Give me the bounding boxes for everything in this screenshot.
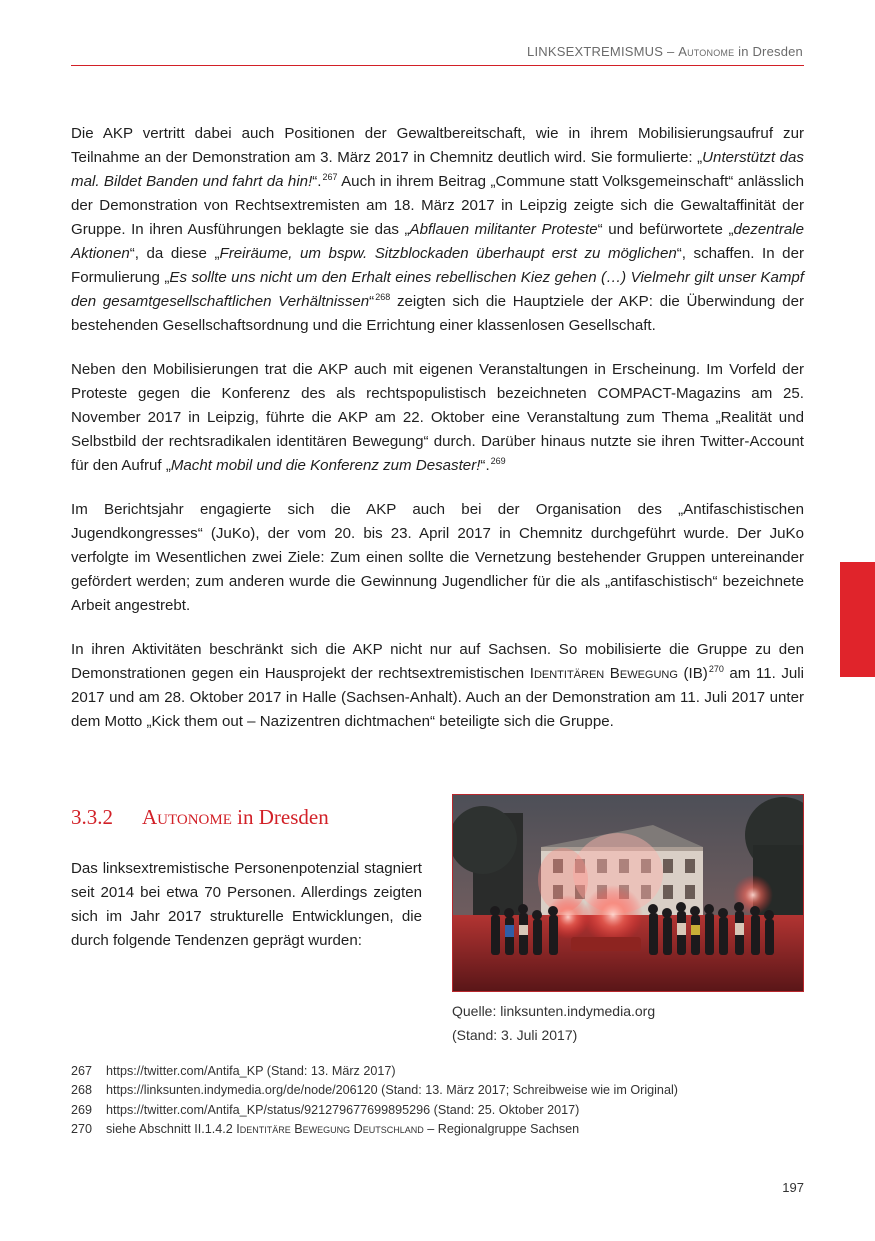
footnote [71, 1062, 678, 1081]
footnote-number: 269 [71, 1102, 93, 1117]
quote: dezentrale Aktionen [71, 221, 804, 262]
paragraph-4: In ihren Aktivitäten beschränkt sich die AKP nicht nur auf Sachsen. So mobilisierte die Gruppe zu den Demonstrationen gegen ein Hausprojekt der rechtsextremistischen Identitären Bewegung (IB)$^{270}$ am 11. Juli 2017 und am 28. Oktober 2017 in Halle (Sachsen-Anhalt). Auch an der Demonstration am 11. Juli 2017 unter dem Motto „Kick them out – Nazizentren dichtmachen“ beteiligte sich die Gruppe. [71, 641, 805, 730]
caption-source: Quelle: linksunten.indymedia.org [452, 1003, 656, 1019]
footnote-ref[interactable]: 269 [490, 456, 506, 466]
quote: Abflauen militanter Proteste [409, 221, 598, 238]
paragraph-1: Die AKP vertritt dabei auch Positionen der Gewaltbereitschaft, wie in ihrem Mobilisierungsaufruf zur Teilnahme an der Demonstration am 3. März 2017 in Chemnitz deutlich wird. Sie formulierte: „Unterstützt das mal. Bildet Banden und fahrt da hin!“.$^{267}$ Auch in ihrem Beitrag „Commune statt Volksgemeinschaft“ anlässlich der Demonstration von Rechtsextremisten am 18. März 2017 in Leipzig zeigte sich die Gewaltaffinität der Gruppe. In ihren Ausführungen beklagte sie das „Abflauen militanter Proteste“ und befürwortete „dezentrale Aktionen“, da diese „Freiräume, um bspw. Sitzblockaden überhaupt erst zu möglichen“, schaffen. In der Formulierung „Es sollte uns nicht um den Erhalt eines rebellischen Kiez gehen (…) Vielmehr gilt unser Kampf den gesamtgesellschaftlichen Verhältnissen“$^{268}$ zeigten sich die Hauptziele der AKP: die Überwindung der bestehenden Gesellschaftsordnung und die Errichtung einer klassenlosen Gesellschaft. [71, 125, 804, 334]
footnote-link[interactable]: https://linksunten.indymedia.org/de/node/206120 (Stand: 13. März 2017; Schreibweise wie im Original) [106, 1083, 678, 1098]
section-title-rest: in Dresden [231, 805, 329, 829]
caption-date: (Stand: 3. Juli 2017) [452, 1027, 578, 1043]
footnote-text-rest: – Regionalgruppe Sachsen [423, 1122, 580, 1137]
section-number: 3.3.2 [71, 805, 113, 829]
page-number: 197 [782, 1180, 804, 1195]
footnote-number: 270 [71, 1122, 93, 1137]
header-sub-rest: in Dresden [734, 44, 803, 59]
footnote [71, 1120, 678, 1139]
footnote-link[interactable]: https://twitter.com/Antifa_KP (Stand: 13. März 2017) [106, 1064, 396, 1078]
section-heading [71, 805, 329, 830]
footnote-number: 267 [71, 1064, 93, 1078]
figure-caption [452, 999, 655, 1047]
running-header [527, 44, 803, 59]
section-text: Das linksextremistische Personenpotenzial stagniert seit 2014 bei etwa 70 Personen. Allerdings zeigten sich im Jahr 2017 strukturelle Entwicklungen, die durch folgende Tendenzen geprägt wurden: [71, 860, 422, 949]
quote: Es sollte uns nicht um den Erhalt eines rebellischen Kiez gehen (…) Vielmehr gilt unser Kampf den gesamtgesellschaftlichen Verhältnissen [71, 269, 804, 310]
footnote-number: 268 [71, 1083, 93, 1098]
section-title-sc: Autonome [142, 805, 232, 829]
demonstration-photo [452, 794, 804, 992]
footnote-organization: Identitäre Bewegung Deutschland [236, 1122, 424, 1137]
chapter-tab [840, 562, 875, 677]
footnote-text: siehe Abschnitt II.1.4.2 [106, 1122, 237, 1137]
header-rule [71, 65, 804, 66]
quote: Freiräume, um bspw. Sitzblockaden überhaupt erst zu möglichen [219, 245, 677, 262]
paragraph-3: Im Berichtsjahr engagierte sich die AKP auch bei der Organisation des „Antifaschistischen Jugendkongresses“ (JuKo), der vom 20. bis 23. April 2017 in Chemnitz durchgeführt wurde. Der JuKo verfolgte im Wesentlichen zwei Ziele: Zum einen sollte die Vernetzung bestehender Gruppen untereinander gefördert werden; zum anderen wurde die Gewinnung Jugendlicher für die als „antifaschistisch“ bezeichnete Arbeit angestrebt. [71, 501, 804, 614]
body-text [71, 122, 804, 734]
header-separator: – [663, 44, 679, 59]
footnotes [71, 1062, 678, 1140]
header-sub: Autonome [678, 44, 735, 59]
footnote-ref[interactable]: 268 [375, 292, 391, 302]
quote: Unterstützt das mal. Bildet Banden und fahrt da hin! [71, 149, 804, 190]
footnote-ref[interactable]: 270 [708, 664, 724, 674]
quote: Macht mobil und die Konferenz zum Desaster! [170, 457, 481, 474]
footnote [71, 1101, 678, 1120]
paragraph-2: Neben den Mobilisierungen trat die AKP auch mit eigenen Veranstaltungen in Erscheinung. Im Vorfeld der Proteste gegen die Konferenz des als rechtspopulistisch bezeichneten COMPACT-Magazins am 25. November 2017 in Leipzig, führte die AKP am 22. Oktober eine Veranstaltung zum Thema „Realität und Selbstbild der rechtsradikalen identitären Bewegung“ durch. Darüber hinaus nutzte sie ihren Twitter-Account für den Aufruf „Macht mobil und die Konferenz zum Desaster!“.$^{269}$ [71, 361, 804, 474]
footnote [71, 1081, 678, 1100]
organization-name: Identitären Bewegung [529, 665, 678, 682]
footnote-link[interactable]: https://twitter.com/Antifa_KP/status/921279677699895296 (Stand: 25. Oktober 2017) [106, 1102, 580, 1117]
header-main: LINKSEXTREMISMUS [527, 44, 664, 59]
footnote-ref[interactable]: 267 [322, 172, 338, 182]
